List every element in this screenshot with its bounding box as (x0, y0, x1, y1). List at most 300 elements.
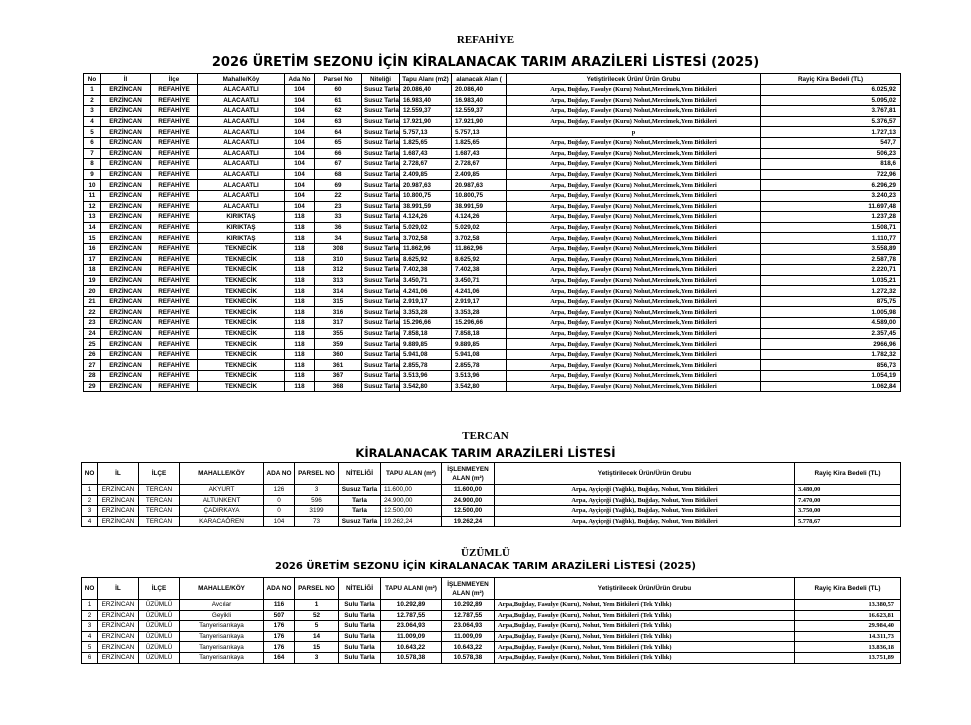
table-row (84, 275, 901, 286)
table-cell: 1.825,65 (400, 137, 452, 148)
table-cell: 8.625,92 (400, 254, 452, 265)
table-cell: ALACAATLI (198, 106, 285, 117)
table-cell: TEKNECİK (198, 381, 285, 392)
table-cell: 118 (285, 233, 315, 244)
table-cell: 104 (285, 201, 315, 212)
table-cell: Susuz Tarla (362, 307, 400, 318)
table-cell: 0 (264, 506, 295, 517)
table-cell: REFAHİYE (151, 233, 198, 244)
table-cell: KARACAÖREN (180, 516, 264, 527)
table-cell: Susuz Tarla (362, 339, 400, 350)
column-header: Tapu Alanı (m2) (400, 74, 452, 85)
table-cell: Susuz Tarla (362, 95, 400, 106)
table-cell: REFAHİYE (151, 360, 198, 371)
table-row (84, 243, 901, 254)
table-cell: 3.353,28 (400, 307, 452, 318)
table-cell: ERZİNCAN (101, 116, 151, 127)
table-cell: Susuz Tarla (362, 233, 400, 244)
table-cell: Susuz Tarla (362, 286, 400, 297)
table-row (82, 485, 901, 496)
table-cell: Arpa, Ayçiçeği (Yağlık), Buğday, Nohut, Yem Bitkileri (495, 506, 795, 517)
table-cell: 10.578,38 (381, 652, 442, 663)
table-cell: 38.991,59 (452, 201, 507, 212)
table-cell: 118 (285, 222, 315, 233)
table-cell: 4.124,26 (452, 212, 507, 223)
table-cell: ERZİNCAN (98, 631, 139, 642)
table-cell: 6.296,29 (761, 180, 901, 191)
table-cell: 9.889,85 (452, 339, 507, 350)
table-cell: 2.728,67 (400, 159, 452, 170)
table-cell: AKYURT (180, 485, 264, 496)
table-cell: 13.380,57 (795, 600, 901, 611)
column-header: Yetiştirilecek Ürün/ Ürün Grubu (507, 74, 761, 85)
table-row (82, 506, 901, 517)
table-row (84, 233, 901, 244)
table-row (84, 254, 901, 265)
uzumlu-title: 2026 ÜRETİM SEZONU İÇİN KİRALANACAK TARIM ARAZİLERİ LİSTESİ (2025) (275, 561, 696, 572)
table-cell: 7.858,18 (452, 328, 507, 339)
table-cell: Arpa,Buğday, Fasulye (Kuru), Nohut, Yem Bitkileri (Tek Yıllık) (495, 600, 795, 611)
table-cell: Sulu Tarla (339, 642, 381, 653)
column-header: Ada No (285, 74, 315, 85)
table-cell: TERCAN (139, 516, 180, 527)
table-cell: Arpa, Buğday, Fasulye (Kuru) Nohut,Mercimek,Yem Bitkileri (507, 286, 761, 297)
column-header: İLÇE (139, 463, 180, 485)
table-cell: 3.750,00 (795, 506, 901, 517)
table-cell: 5.941,08 (452, 349, 507, 360)
table-cell: Arpa, Buğday, Fasulye (Kuru) Nohut,Mercimek,Yem Bitkileri (507, 296, 761, 307)
table-cell: 1.054,19 (761, 371, 901, 382)
column-header: Rayiç Kira Bedeli (TL) (795, 463, 901, 485)
table-cell: ALACAATLI (198, 201, 285, 212)
table-cell: REFAHİYE (151, 169, 198, 180)
table-cell: 7.858,18 (400, 328, 452, 339)
table-cell: 316 (315, 307, 362, 318)
table-cell: Arpa, Buğday, Fasulye (Kuru) Nohut,Mercimek,Yem Bitkileri (507, 180, 761, 191)
table-cell: 104 (285, 148, 315, 159)
table-cell: 13.751,89 (795, 652, 901, 663)
table-cell: REFAHİYE (151, 275, 198, 286)
column-header: No (84, 74, 101, 85)
table-cell: 118 (285, 339, 315, 350)
table-cell: Arpa, Buğday, Fasulye (Kuru) Nohut,Mercimek,Yem Bitkileri (507, 328, 761, 339)
table-cell: Arpa, Buğday, Fasulye (Kuru) Nohut,Mercimek,Yem Bitkileri (507, 243, 761, 254)
table-cell: 10.578,38 (442, 652, 495, 663)
table-cell: 3.702,58 (452, 233, 507, 244)
column-header: Parsel No (315, 74, 362, 85)
table-cell: 15.296,66 (452, 318, 507, 329)
table-cell: ERZİNCAN (101, 275, 151, 286)
table-cell: 7.402,38 (400, 265, 452, 276)
table-cell: Arpa,Buğday, Fasulye (Kuru), Nohut, Yem Bitkileri (Tek Yıllık) (495, 642, 795, 653)
table-cell: REFAHİYE (151, 222, 198, 233)
table-cell: ERZİNCAN (101, 212, 151, 223)
table-cell: 5 (295, 621, 339, 632)
table-cell: REFAHİYE (151, 201, 198, 212)
table-cell: Arpa, Buğday, Fasulye (Kuru) Nohut,Mercimek,Yem Bitkileri (507, 201, 761, 212)
table-cell: 2.855,78 (400, 360, 452, 371)
table-cell: 22 (315, 190, 362, 201)
table-cell: 118 (285, 286, 315, 297)
table-cell: ERZİNCAN (98, 506, 139, 517)
table-cell: 104 (285, 137, 315, 148)
table-cell: REFAHİYE (151, 106, 198, 117)
column-header: NİTELİĞİ (339, 578, 381, 600)
column-header: NİTELİĞİ (339, 463, 381, 485)
table-cell: Arpa, Buğday, Fasulye (Kuru) Nohut,Mercimek,Yem Bitkileri (507, 106, 761, 117)
table-cell: Susuz Tarla (362, 116, 400, 127)
table-cell: ALACAATLI (198, 127, 285, 138)
table-cell: Susuz Tarla (362, 222, 400, 233)
table-cell: REFAHİYE (151, 286, 198, 297)
table-cell: 3.353,28 (452, 307, 507, 318)
table-cell: 1.062,84 (761, 381, 901, 392)
table-cell: 3 (82, 506, 98, 517)
table-cell: 29.984,40 (795, 621, 901, 632)
table-cell: Susuz Tarla (362, 180, 400, 191)
table-cell: REFAHİYE (151, 137, 198, 148)
table-cell: REFAHİYE (151, 180, 198, 191)
table-cell: 20 (84, 286, 101, 297)
table-cell: 5.095,02 (761, 95, 901, 106)
table-cell: 317 (315, 318, 362, 329)
table-cell: 856,73 (761, 360, 901, 371)
table-cell: 118 (285, 212, 315, 223)
table-cell: 19.262,24 (381, 516, 442, 527)
table-cell: 118 (285, 254, 315, 265)
table-cell: 3.767,81 (761, 106, 901, 117)
table-cell: Susuz Tarla (362, 371, 400, 382)
table-cell: 15 (295, 642, 339, 653)
table-cell: 104 (285, 95, 315, 106)
table-row (82, 621, 901, 632)
table-cell: 25 (84, 339, 101, 350)
table-row (82, 495, 901, 506)
table-cell: ALACAATLI (198, 137, 285, 148)
table-cell: Arpa, Buğday, Fasulye (Kuru) Nohut,Mercimek,Yem Bitkileri (507, 265, 761, 276)
column-header: PARSEL NO (295, 578, 339, 600)
table-row (84, 137, 901, 148)
table-cell: 315 (315, 296, 362, 307)
table-cell: Avcılar (180, 600, 264, 611)
column-header: Rayiç Kira Bedeli (TL) (795, 578, 901, 600)
table-cell: 118 (285, 360, 315, 371)
table-header-row (82, 578, 901, 600)
table-cell: Arpa, Buğday, Fasulye (Kuru) Nohut,Mercimek,Yem Bitkileri (507, 381, 761, 392)
table-cell: ERZİNCAN (101, 137, 151, 148)
table-cell: 5.757,13 (452, 127, 507, 138)
table-cell: 63 (315, 116, 362, 127)
table-cell: Arpa, Ayçiçeği (Yağlık), Buğday, Nohut, Yem Bitkileri (495, 485, 795, 496)
table-cell: Susuz Tarla (362, 169, 400, 180)
table-cell: ERZİNCAN (98, 600, 139, 611)
table-cell: 118 (285, 275, 315, 286)
table-cell: 312 (315, 265, 362, 276)
table-cell: 17 (84, 254, 101, 265)
table-cell: 11.862,96 (400, 243, 452, 254)
table-cell: 2.919,17 (400, 296, 452, 307)
table-row (82, 631, 901, 642)
table-cell: 23.064,93 (381, 621, 442, 632)
table-cell: 28 (84, 371, 101, 382)
table-row (82, 516, 901, 527)
table-cell: 3.702,58 (400, 233, 452, 244)
table-cell: 2.357,45 (761, 328, 901, 339)
column-header: ADA NO (264, 463, 295, 485)
table-cell: 11.697,48 (761, 201, 901, 212)
table-cell: Arpa, Buğday, Fasulye (Kuru) Nohut,Mercimek,Yem Bitkileri (507, 371, 761, 382)
table-cell: 2.220,71 (761, 265, 901, 276)
table-cell: 14 (295, 631, 339, 642)
table-cell: ERZİNCAN (101, 254, 151, 265)
table-header-row (84, 74, 901, 85)
table-cell: 11.862,96 (452, 243, 507, 254)
table-cell: 118 (285, 265, 315, 276)
table-cell: 1 (82, 485, 98, 496)
table-cell: ERZİNCAN (101, 233, 151, 244)
table-cell: ÜZÜMLÜ (139, 631, 180, 642)
table-row (84, 371, 901, 382)
table-cell: Arpa,Buğday, Fasulye (Kuru), Nohut, Yem Bitkileri (Tek Yıllık) (495, 610, 795, 621)
table-cell: 15.296,66 (400, 318, 452, 329)
table-cell: Susuz Tarla (362, 148, 400, 159)
table-row (84, 265, 901, 276)
table-cell: ERZİNCAN (98, 642, 139, 653)
table-cell: ERZİNCAN (101, 127, 151, 138)
table-cell: 104 (285, 159, 315, 170)
table-cell: 722,96 (761, 169, 901, 180)
table-cell: 17.921,90 (400, 116, 452, 127)
table-cell: 2.587,78 (761, 254, 901, 265)
table-cell: 3.558,89 (761, 243, 901, 254)
table-cell: REFAHİYE (151, 307, 198, 318)
table-cell: ERZİNCAN (101, 307, 151, 318)
table-cell: ÜZÜMLÜ (139, 621, 180, 632)
table-cell: 65 (315, 137, 362, 148)
table-cell: 12.559,37 (452, 106, 507, 117)
table-cell: 176 (264, 631, 295, 642)
table-cell: ALACAATLI (198, 116, 285, 127)
table-cell: KIRIKTAŞ (198, 222, 285, 233)
table-cell: 360 (315, 349, 362, 360)
table-cell: 1.272,32 (761, 286, 901, 297)
table-cell: 14.311,73 (795, 631, 901, 642)
table-cell: 33 (315, 212, 362, 223)
table-cell: 17.921,90 (452, 116, 507, 127)
table-cell: Arpa, Buğday, Fasulye (Kuru) Nohut,Mercimek,Yem Bitkileri (507, 339, 761, 350)
column-header: alanacak Alan ( (452, 74, 507, 85)
table-cell: 164 (264, 652, 295, 663)
column-header: İL (98, 578, 139, 600)
table-cell: REFAHİYE (151, 243, 198, 254)
table-cell: ERZİNCAN (101, 349, 151, 360)
table-cell: Susuz Tarla (362, 212, 400, 223)
table-cell: Susuz Tarla (362, 201, 400, 212)
table-cell: Susuz Tarla (362, 318, 400, 329)
table-cell: 3.240,23 (761, 190, 901, 201)
table-cell: TEKNECİK (198, 296, 285, 307)
table-cell: TEKNECİK (198, 243, 285, 254)
table-cell: 15 (84, 233, 101, 244)
table-cell: 61 (315, 95, 362, 106)
table-cell: Susuz Tarla (362, 349, 400, 360)
refahiye-table (83, 73, 901, 392)
table-cell: Susuz Tarla (362, 254, 400, 265)
table-cell: ERZİNCAN (101, 180, 151, 191)
table-cell: 1.687,43 (400, 148, 452, 159)
table-cell: TEKNECİK (198, 360, 285, 371)
column-header: Yetiştirilecek Ürün/Ürün Grubu (495, 463, 795, 485)
table-row (84, 339, 901, 350)
table-cell: ÇADIRKAYA (180, 506, 264, 517)
table-cell: 16.983,40 (452, 95, 507, 106)
table-cell: Arpa, Buğday, Fasulye (Kuru) Nohut,Mercimek,Yem Bitkileri (507, 95, 761, 106)
table-cell: Susuz Tarla (362, 106, 400, 117)
table-cell: REFAHİYE (151, 339, 198, 350)
table-cell: ERZİNCAN (101, 371, 151, 382)
table-cell: 8 (84, 159, 101, 170)
table-cell: 64 (315, 127, 362, 138)
table-cell: 1.687,43 (452, 148, 507, 159)
table-cell: Sulu Tarla (339, 652, 381, 663)
table-cell: 11.009,09 (442, 631, 495, 642)
table-cell: 547,7 (761, 137, 901, 148)
table-cell: TERCAN (139, 506, 180, 517)
column-header: Mahalle/Köy (198, 74, 285, 85)
table-cell: REFAHİYE (151, 159, 198, 170)
table-cell: Susuz Tarla (362, 85, 400, 96)
table-cell: ERZİNCAN (101, 296, 151, 307)
table-cell: Arpa, Buğday, Fasulye (Kuru) Nohut,Mercimek,Yem Bitkileri (507, 349, 761, 360)
table-cell: Arpa, Buğday, Fasulye (Kuru) Nohut,Mercimek,Yem Bitkileri (507, 148, 761, 159)
table-cell: ERZİNCAN (98, 495, 139, 506)
table-cell: ALACAATLI (198, 85, 285, 96)
table-cell: 3.542,80 (452, 381, 507, 392)
table-cell: 3.513,96 (400, 371, 452, 382)
table-cell: 29 (84, 381, 101, 392)
table-cell: Arpa, Buğday, Fasulye (Kuru) Nohut,Mercimek,Yem Bitkileri (507, 318, 761, 329)
table-cell: 66 (315, 148, 362, 159)
table-cell: Arpa, Buğday, Fasulye (Kuru) Nohut,Mercimek,Yem Bitkileri (507, 254, 761, 265)
table-row (82, 642, 901, 653)
uzumlu-heading: ÜZÜMLÜ (461, 547, 510, 559)
table-cell: 310 (315, 254, 362, 265)
table-row (84, 127, 901, 138)
table-cell: Tarla (339, 506, 381, 517)
table-cell: REFAHİYE (151, 381, 198, 392)
table-cell: 118 (285, 243, 315, 254)
table-row (84, 148, 901, 159)
table-cell: 7.402,38 (452, 265, 507, 276)
table-cell: Susuz Tarla (362, 328, 400, 339)
table-cell: 38.991,59 (400, 201, 452, 212)
table-cell: 10 (84, 180, 101, 191)
table-cell: REFAHİYE (151, 116, 198, 127)
table-cell: 3.450,71 (452, 275, 507, 286)
table-cell: 36 (315, 222, 362, 233)
table-cell: Susuz Tarla (362, 159, 400, 170)
table-cell: TEKNECİK (198, 254, 285, 265)
table-cell: TEKNECİK (198, 265, 285, 276)
column-header: MAHALLE/KÖY (180, 463, 264, 485)
column-header: Niteliği (362, 74, 400, 85)
table-cell: 20.086,40 (400, 85, 452, 96)
table-cell: 60 (315, 85, 362, 96)
table-row (84, 201, 901, 212)
table-cell: 23.064,93 (442, 621, 495, 632)
table-cell: 4 (82, 631, 98, 642)
tercan-table (81, 462, 901, 527)
table-cell: 23 (84, 318, 101, 329)
table-cell: 5 (84, 127, 101, 138)
table-cell: 2 (82, 610, 98, 621)
table-cell: REFAHİYE (151, 254, 198, 265)
table-cell: 20.987,63 (452, 180, 507, 191)
column-header: İŞLENMEYEN ALAN (m²) (442, 463, 495, 485)
table-row (84, 296, 901, 307)
table-cell: ALACAATLI (198, 95, 285, 106)
table-cell: 2.919,17 (452, 296, 507, 307)
table-cell: 13 (84, 212, 101, 223)
table-cell: 104 (285, 127, 315, 138)
refahiye-title: 2026 ÜRETİM SEZONU İÇİN KİRALANACAK TARIM ARAZİLERİ LİSTESİ (2025) (211, 55, 760, 70)
table-cell: 18 (84, 265, 101, 276)
table-cell: 2.728,67 (452, 159, 507, 170)
table-cell: Arpa, Buğday, Fasulye (Kuru) Nohut,Mercimek,Yem Bitkileri (507, 190, 761, 201)
table-cell: ALTUNKENT (180, 495, 264, 506)
table-cell: Arpa, Ayçiçeği (Yağlık), Buğday, Nohut, Yem Bitkileri (495, 495, 795, 506)
column-header: PARSEL NO (295, 463, 339, 485)
table-cell: TEKNECİK (198, 318, 285, 329)
table-cell: Arpa,Buğday, Fasulye (Kuru), Nohut, Yem Bitkileri (Tek Yıllık) (495, 621, 795, 632)
table-row (84, 307, 901, 318)
table-cell: KIRIKTAŞ (198, 233, 285, 244)
table-cell: Susuz Tarla (362, 137, 400, 148)
table-cell: 21 (84, 296, 101, 307)
table-cell: ERZİNCAN (101, 286, 151, 297)
table-cell: TEKNECİK (198, 286, 285, 297)
table-cell: ERZİNCAN (101, 381, 151, 392)
column-header: ADA NO (264, 578, 295, 600)
column-header: TAPU ALAN (m²) (381, 463, 442, 485)
table-cell: 13.836,18 (795, 642, 901, 653)
table-cell: 104 (285, 180, 315, 191)
table-row (84, 159, 901, 170)
table-cell: 314 (315, 286, 362, 297)
table-cell: 3 (84, 106, 101, 117)
table-cell: 176 (264, 621, 295, 632)
table-row (84, 85, 901, 96)
table-cell: 12.787,55 (381, 610, 442, 621)
table-cell: 10.643,22 (442, 642, 495, 653)
table-cell: 3.513,96 (452, 371, 507, 382)
table-cell: 3 (82, 621, 98, 632)
table-cell: Tanyerisarıkaya (180, 631, 264, 642)
table-cell: REFAHİYE (151, 349, 198, 360)
table-cell: ERZİNCAN (98, 610, 139, 621)
tercan-heading: TERCAN (462, 430, 509, 442)
table-cell: 3199 (295, 506, 339, 517)
table-cell: REFAHİYE (151, 265, 198, 276)
table-cell: 6 (84, 137, 101, 148)
table-cell: ÜZÜMLÜ (139, 610, 180, 621)
column-header: Yetiştirilecek Ürün/Ürün Grubu (495, 578, 795, 600)
table-cell: ALACAATLI (198, 148, 285, 159)
table-cell: 7.470,00 (795, 495, 901, 506)
table-cell: 52 (295, 610, 339, 621)
table-cell: REFAHİYE (151, 212, 198, 223)
table-cell: 9.889,85 (400, 339, 452, 350)
